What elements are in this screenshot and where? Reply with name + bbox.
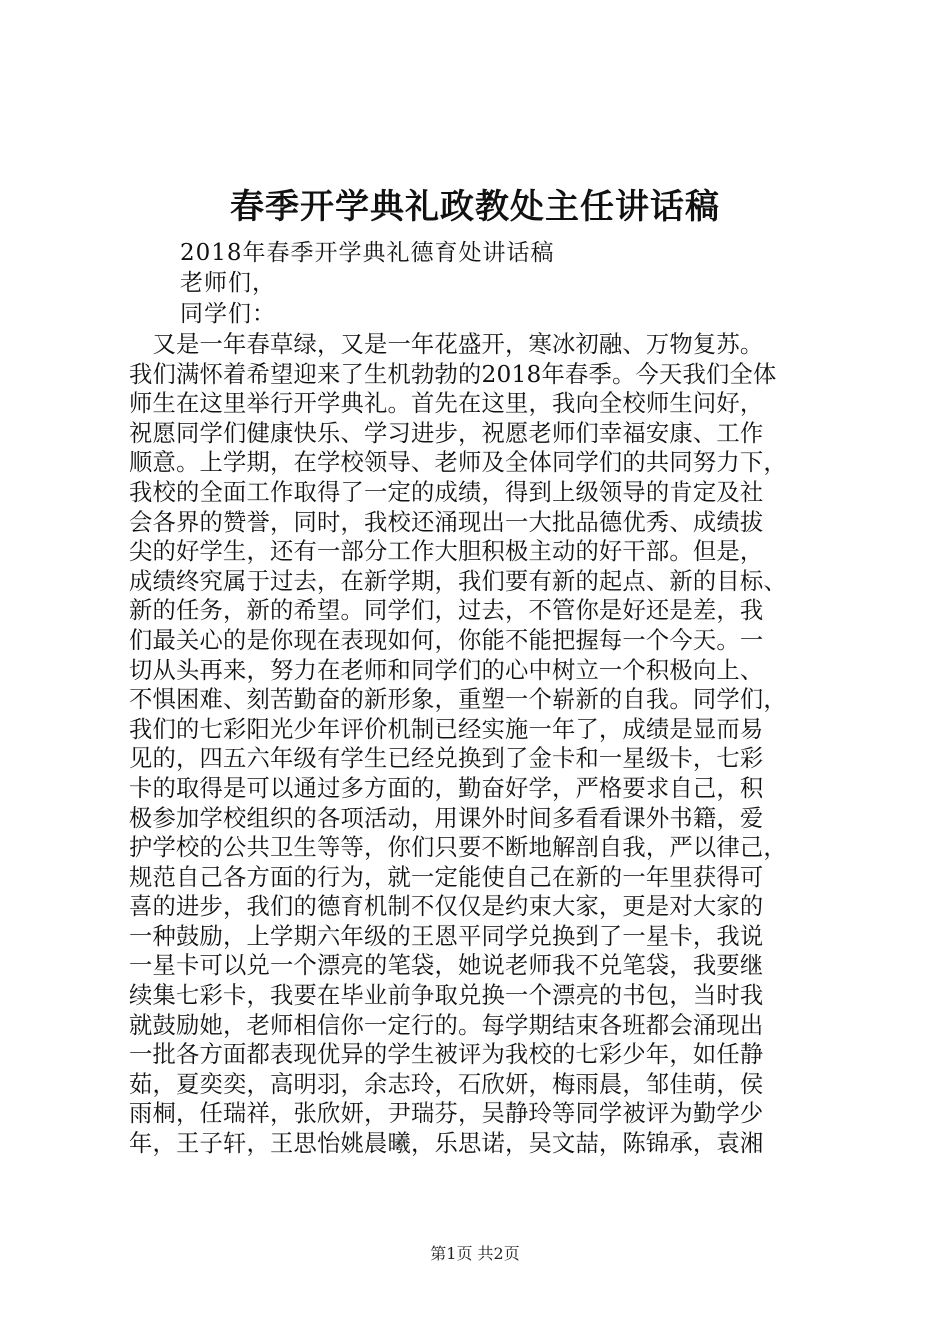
body-line: 尖的好学生，还有一部分工作大胆积极主动的好干部。但是， <box>129 538 764 566</box>
body-line: 不惧困难、刻苦勤奋的新形象，重塑一个崭新的自我。同学们， <box>129 686 787 714</box>
body-line: 极参加学校组织的各项活动，用课外时间多看看课外书籍，爱 <box>129 804 764 832</box>
body-line: 师生在这里举行开学典礼。首先在这里，我向全校师生问好， <box>129 390 764 418</box>
document-subtitle: 2018年春季开学典礼德育处讲话稿 <box>180 240 555 266</box>
body-line: 卡的取得是可以通过多方面的，勤奋好学，严格要求自己，积 <box>129 774 764 802</box>
body-line: 护学校的公共卫生等等，你们只要不断地解剖自我，严以律己， <box>129 834 787 862</box>
body-line: 见的，四五六年级有学生已经兑换到了金卡和一星级卡，七彩 <box>129 745 764 773</box>
body-line: 一批各方面都表现优异的学生被评为我校的七彩少年，如任静 <box>129 1041 764 1069</box>
body-line: 我校的全面工作取得了一定的成绩，得到上级领导的肯定及社 <box>129 478 764 506</box>
body-line: 会各界的赞誉，同时，我校还涌现出一大批品德优秀、成绩拔 <box>129 508 764 536</box>
body-line: 喜的进步，我们的德育机制不仅仅是约束大家，更是对大家的 <box>129 893 764 921</box>
body-line: 一种鼓励，上学期六年级的王恩平同学兑换到了一星卡，我说 <box>129 922 764 950</box>
body-line: 们最关心的是你现在表现如何，你能不能把握每一个今天。一 <box>129 626 764 654</box>
salutation-students: 同学们： <box>180 301 276 327</box>
body-line: 我们的七彩阳光少年评价机制已经实施一年了，成绩是显而易 <box>129 715 764 743</box>
page-footer: 第1页 共2页 <box>430 1244 520 1263</box>
body-line: 又是一年春草绿，又是一年花盛开，寒冰初融、万物复苏。 <box>129 331 764 358</box>
body-line: 新的任务，新的希望。同学们，过去，不管你是好还是差，我 <box>129 597 764 625</box>
body-line: 我们满怀着希望迎来了生机勃勃的2018年春季。今天我们全体 <box>129 360 777 388</box>
body-line: 续集七彩卡，我要在毕业前争取兑换一个漂亮的书包，当时我 <box>129 982 764 1010</box>
body-line: 就鼓励她，老师相信你一定行的。每学期结束各班都会涌现出 <box>129 1011 764 1039</box>
body-line: 顺意。上学期，在学校领导、老师及全体同学们的共同努力下， <box>129 449 787 477</box>
speech-body <box>129 330 849 1159</box>
body-line: 切从头再来，努力在老师和同学们的心中树立一个积极向上、 <box>129 656 764 684</box>
document-title: 春季开学典礼政教处主任讲话稿 <box>230 187 720 227</box>
body-line: 成绩终究属于过去，在新学期，我们要有新的起点、新的目标、 <box>129 567 787 595</box>
body-line: 茹，夏奕奕，高明羽，余志玲，石欣妍，梅雨晨，邹佳萌，侯 <box>129 1070 764 1098</box>
body-line: 一星卡可以兑一个漂亮的笔袋，她说老师我不兑笔袋，我要继 <box>129 952 764 980</box>
body-line: 祝愿同学们健康快乐、学习进步，祝愿老师们幸福安康、工作 <box>129 419 764 447</box>
salutation-teachers: 老师们， <box>180 270 276 296</box>
body-line: 年，王子轩，王思怡姚晨曦，乐思诺，吴文喆，陈锦承，袁湘 <box>129 1130 764 1158</box>
body-line: 雨桐，任瑞祥，张欣妍，尹瑞芬，吴静玲等同学被评为勤学少 <box>129 1100 764 1128</box>
body-line: 规范自己各方面的行为，就一定能使自己在新的一年里获得可 <box>129 863 764 891</box>
